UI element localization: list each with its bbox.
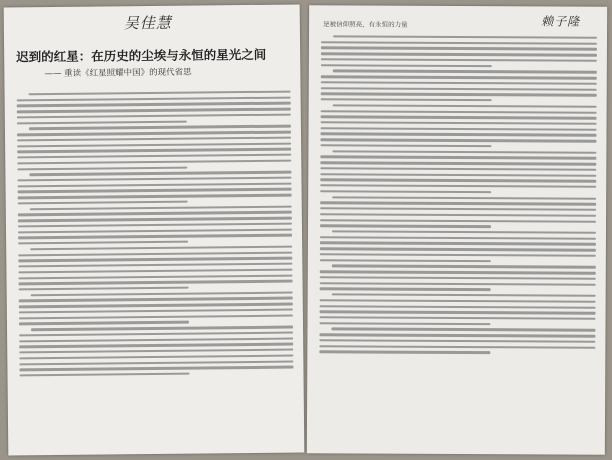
text-line xyxy=(333,104,597,108)
text-line xyxy=(320,207,596,211)
paragraph xyxy=(321,35,597,68)
text-line xyxy=(19,308,293,313)
paragraph xyxy=(320,293,596,326)
text-line xyxy=(19,337,293,342)
paragraph xyxy=(321,70,597,103)
text-line xyxy=(17,142,291,147)
text-line xyxy=(18,222,292,227)
text-line xyxy=(17,136,291,141)
text-line xyxy=(332,293,596,297)
text-line xyxy=(320,316,596,320)
text-line xyxy=(18,274,292,279)
text-line xyxy=(320,213,596,217)
text-line xyxy=(320,225,491,228)
left-page xyxy=(4,4,305,455)
text-line xyxy=(332,230,596,234)
paragraph xyxy=(19,291,293,325)
text-line xyxy=(321,93,597,97)
text-line xyxy=(321,75,597,79)
text-line xyxy=(17,177,291,182)
text-line xyxy=(321,121,597,125)
text-line xyxy=(19,343,293,348)
text-line xyxy=(19,331,293,336)
text-line xyxy=(333,35,597,39)
text-line xyxy=(321,64,492,67)
text-line xyxy=(320,161,596,165)
text-line xyxy=(321,127,597,131)
text-line xyxy=(19,366,293,371)
text-line xyxy=(19,354,293,359)
text-line xyxy=(319,345,595,349)
text-line xyxy=(320,311,596,315)
paragraph xyxy=(319,328,595,355)
text-line xyxy=(320,253,596,257)
essay-title: 迟到的红星：在历史的尘埃与永恒的星光之间 xyxy=(16,46,267,65)
text-line xyxy=(18,241,188,245)
text-line xyxy=(18,234,292,239)
text-line xyxy=(31,291,293,296)
paragraph xyxy=(320,104,596,148)
text-line xyxy=(17,113,291,118)
text-line xyxy=(17,96,291,101)
text-line xyxy=(320,299,596,303)
text-line xyxy=(17,148,291,153)
text-line xyxy=(320,144,491,147)
text-line xyxy=(320,167,596,171)
text-line xyxy=(17,154,291,159)
text-line xyxy=(17,108,291,113)
body-text xyxy=(17,91,294,381)
text-line xyxy=(18,228,292,233)
text-line xyxy=(18,182,292,187)
text-line xyxy=(19,287,189,291)
text-line xyxy=(320,202,596,206)
text-line xyxy=(320,259,491,262)
text-line xyxy=(17,102,291,107)
paragraph xyxy=(18,205,292,245)
text-line xyxy=(320,282,596,286)
paragraph xyxy=(320,150,596,194)
text-line xyxy=(320,179,596,183)
paragraph xyxy=(19,326,293,377)
body-text-right xyxy=(319,35,597,358)
text-line xyxy=(30,245,292,250)
text-line xyxy=(17,159,291,164)
text-line xyxy=(321,52,597,56)
paragraph xyxy=(320,196,596,229)
text-line xyxy=(18,194,292,199)
text-line xyxy=(320,133,596,137)
text-line xyxy=(321,116,597,120)
text-line xyxy=(320,219,596,223)
text-line xyxy=(19,321,189,325)
paragraph xyxy=(320,230,596,263)
text-line xyxy=(18,251,292,256)
text-line xyxy=(321,47,597,51)
text-line xyxy=(19,314,293,319)
paragraph xyxy=(17,171,291,205)
text-line xyxy=(17,120,187,124)
text-line xyxy=(320,190,491,193)
paragraph xyxy=(320,265,596,292)
text-line xyxy=(321,87,597,91)
text-line xyxy=(18,263,292,268)
text-line xyxy=(18,268,292,273)
text-line xyxy=(331,328,595,332)
text-line xyxy=(19,349,293,354)
text-line xyxy=(319,339,595,343)
text-line xyxy=(19,303,293,308)
paragraph xyxy=(17,91,291,125)
text-line xyxy=(18,217,292,222)
text-line xyxy=(319,333,595,337)
text-line xyxy=(320,236,596,240)
text-line xyxy=(29,91,291,96)
text-line xyxy=(19,280,293,285)
text-line xyxy=(321,58,597,62)
essay-subtitle: —— 重读《红星照耀中国》的现代省思 xyxy=(44,67,192,80)
paragraph xyxy=(17,125,291,170)
text-line xyxy=(29,171,291,176)
text-line xyxy=(18,201,188,205)
text-line xyxy=(320,270,596,274)
paragraph xyxy=(18,245,292,290)
text-line xyxy=(319,351,490,354)
author-signature: 吴佳慧 xyxy=(123,13,172,33)
text-line xyxy=(320,139,596,143)
text-line xyxy=(320,247,596,251)
text-line xyxy=(321,41,597,45)
text-line xyxy=(320,305,596,309)
running-head: 是被信仰照亮，有永恒的力量 xyxy=(323,20,408,29)
author-signature-right: 赖子隆 xyxy=(541,14,581,29)
text-line xyxy=(19,297,293,302)
text-line xyxy=(320,173,596,177)
text-line xyxy=(321,110,597,114)
text-line xyxy=(20,373,190,377)
text-line xyxy=(332,265,596,269)
right-page xyxy=(307,5,607,455)
text-line xyxy=(320,276,596,280)
text-line xyxy=(18,188,292,193)
text-line xyxy=(31,326,293,331)
text-line xyxy=(320,184,596,188)
text-line xyxy=(29,125,291,130)
text-line xyxy=(320,322,491,325)
text-line xyxy=(321,81,597,85)
text-line xyxy=(333,70,597,74)
text-line xyxy=(17,166,187,170)
text-line xyxy=(30,205,292,210)
text-line xyxy=(320,242,596,246)
text-line xyxy=(18,257,292,262)
text-line xyxy=(332,196,596,200)
text-line xyxy=(19,360,293,365)
text-line xyxy=(18,211,292,216)
text-line xyxy=(320,156,596,160)
text-line xyxy=(320,288,491,291)
text-line xyxy=(332,150,596,154)
text-line xyxy=(17,131,291,136)
text-line xyxy=(321,98,492,101)
